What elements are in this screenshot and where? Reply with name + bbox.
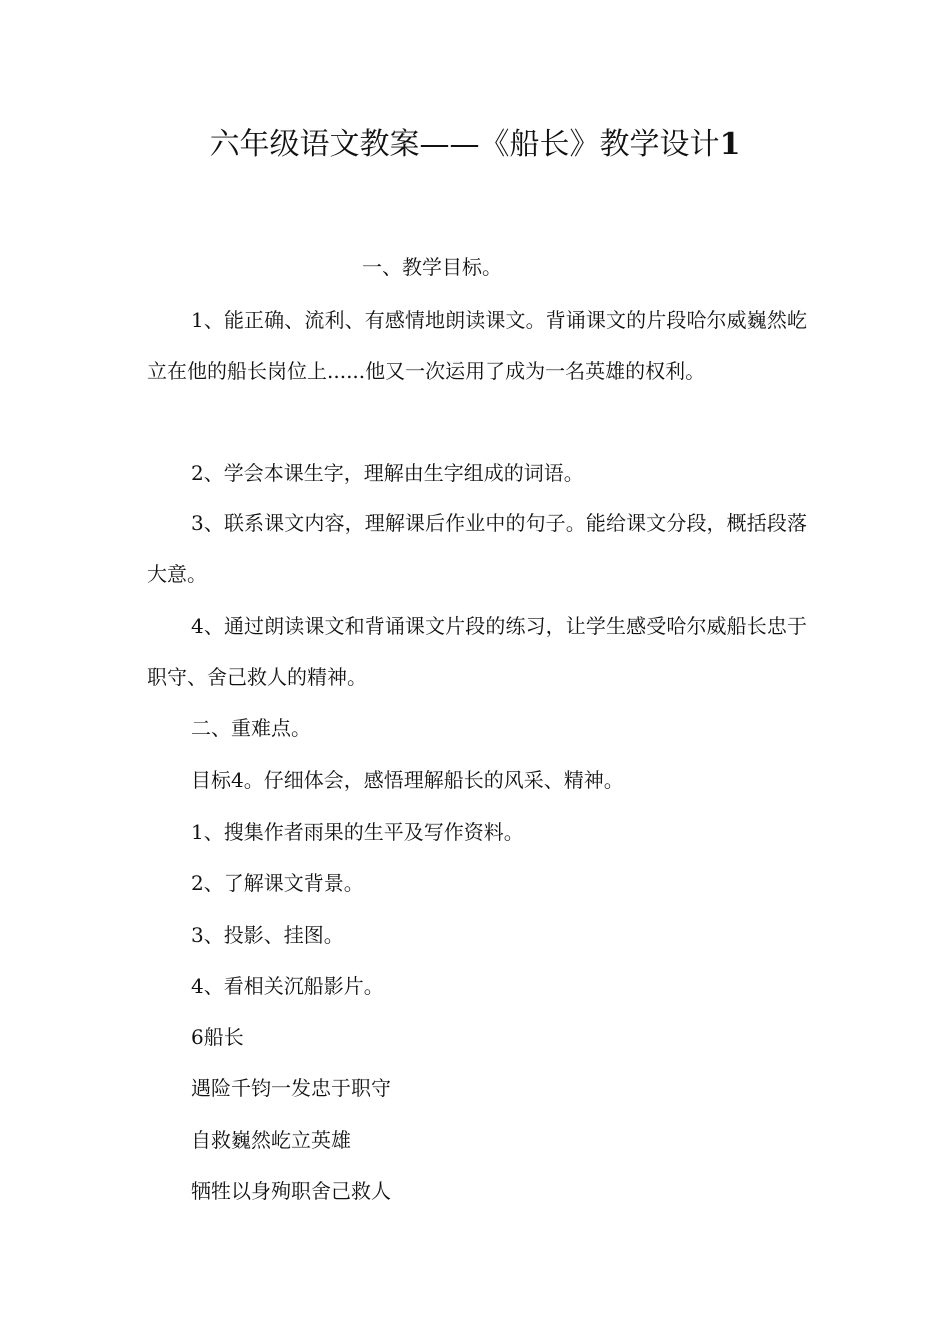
goal-item-2: 2、学会本课生字，理解由生字组成的词语。 (191, 461, 584, 485)
section-heading-goals: 一、教学目标。 (362, 255, 502, 279)
title-number: 1 (719, 127, 741, 162)
board-line-3: 牺牲以身殉职舍己救人 (191, 1179, 391, 1203)
prep-item-4: 4、看相关沉船影片。 (191, 974, 384, 998)
goal-item-4: 4、通过朗读课文和背诵课文片段的练习，让学生感受哈尔威船长忠于职守、舍己救人的精神。 (147, 614, 807, 689)
board-line-2: 自救巍然屹立英雄 (191, 1128, 351, 1152)
board-line-1: 遇险千钧一发忠于职守 (191, 1076, 391, 1100)
key-point-target: 目标4。仔细体会，感悟理解船长的风采、精神。 (191, 768, 624, 792)
prep-item-1: 1、搜集作者雨果的生平及写作资料。 (191, 820, 524, 844)
goal-item-3: 3、联系课文内容，理解课后作业中的句子。能给课文分段，概括段落大意。 (147, 511, 807, 586)
prep-item-3: 3、投影、挂图。 (191, 923, 344, 947)
title-main-text: 六年级语文教案——《船长》教学设计 (209, 127, 720, 162)
board-title: 6船长 (191, 1025, 244, 1049)
document-title (0, 122, 950, 168)
goal-item-1: 1、能正确、流利、有感情地朗读课文。背诵课文的片段哈尔威巍然屹立在他的船长岗位上......他又一次运用了成为一名英雄的权利。 (147, 308, 807, 383)
prep-item-2: 2、了解课文背景。 (191, 871, 364, 895)
section-heading-key-points: 二、重难点。 (191, 716, 311, 740)
